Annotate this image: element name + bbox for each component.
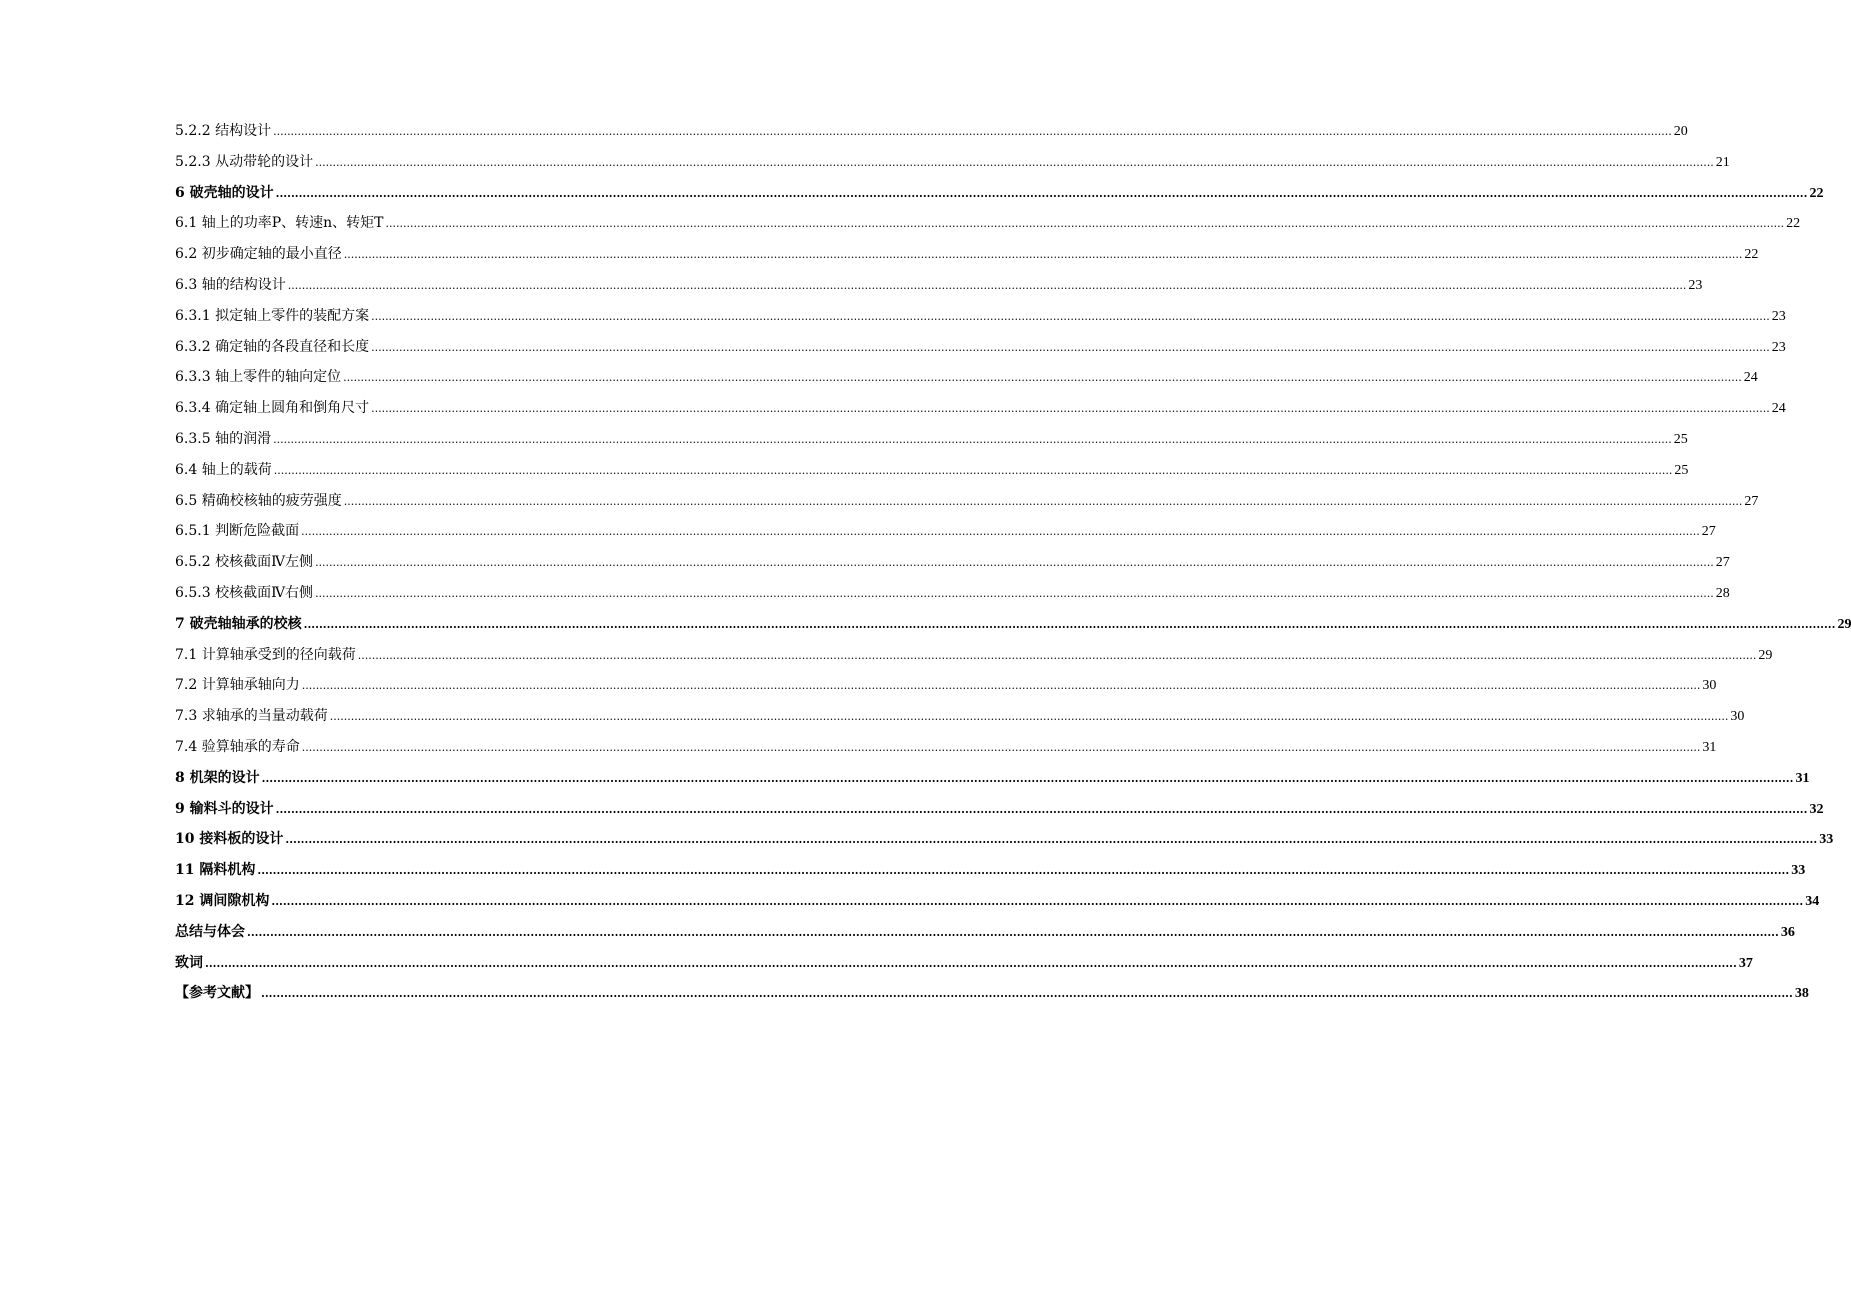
toc-entry[interactable] [175,855,1806,886]
toc-entry-page-number: 32 [1809,801,1824,817]
toc-entry[interactable] [175,670,1717,701]
dot-leader: ................................................................................................................................................................................................................................................................................................................................................................................................................ [303,617,1836,631]
table-of-contents [175,116,1851,1009]
dot-leader: ................................................................................................................................................................................................................................................................................................................................................................................................................ [371,340,1770,354]
toc-entry-page-number: 38 [1794,986,1809,1002]
toc-entry[interactable] [175,547,1730,578]
toc-entry-title: 总结与体会 [175,923,245,940]
toc-entry-page-number: 36 [1780,924,1795,940]
toc-entry-title: 6.3.4 确定轴上圆角和倒角尺寸 [175,400,370,417]
toc-entry-page-number: 29 [1837,616,1851,632]
toc-entry-page-number: 33 [1791,863,1806,879]
dot-leader: ................................................................................................................................................................................................................................................................................................................................................................................................................ [343,371,1742,385]
dot-leader: ................................................................................................................................................................................................................................................................................................................................................................................................................ [273,463,1673,477]
toc-entry-title: 6.2 初步确定轴的最小直径 [175,246,342,263]
toc-entry-page-number: 30 [1702,678,1717,694]
toc-entry-title: 【参考文献】 [175,985,259,1002]
dot-leader: ................................................................................................................................................................................................................................................................................................................................................................................................................ [273,432,1672,446]
dot-leader: ................................................................................................................................................................................................................................................................................................................................................................................................................ [315,556,1714,570]
toc-entry-page-number: 31 [1795,770,1810,786]
dot-leader: ................................................................................................................................................................................................................................................................................................................................................................................................................ [371,309,1770,323]
toc-entry[interactable] [175,301,1786,332]
toc-entry-page-number: 24 [1771,401,1786,417]
toc-entry-page-number: 27 [1701,524,1716,540]
toc-entry-title: 7.4 验算轴承的寿命 [175,738,300,755]
toc-entry-title: 6.3.2 确定轴的各段直径和长度 [175,338,370,355]
toc-entry[interactable] [175,609,1851,640]
toc-entry-title: 6.5.2 校核截面Ⅳ左侧 [175,554,314,571]
toc-entry[interactable] [175,239,1759,270]
toc-entry[interactable] [175,948,1753,979]
dot-leader: ................................................................................................................................................................................................................................................................................................................................................................................................................ [371,402,1770,416]
toc-entry-page-number: 25 [1673,431,1688,447]
toc-entry[interactable] [175,455,1689,486]
toc-entry-page-number: 27 [1744,493,1759,509]
dot-leader: ................................................................................................................................................................................................................................................................................................................................................................................................................ [287,278,1687,292]
toc-entry-title: 致词 [175,954,203,971]
toc-entry-title: 6.3.5 轴的润滑 [175,430,272,447]
dot-leader: ................................................................................................................................................................................................................................................................................................................................................................................................................ [205,956,1737,970]
toc-entry-title: 11 隔料机构 [175,862,256,879]
toc-entry[interactable] [175,640,1773,671]
dot-leader: ................................................................................................................................................................................................................................................................................................................................................................................................................ [357,648,1757,662]
toc-entry[interactable] [175,393,1786,424]
dot-leader: ................................................................................................................................................................................................................................................................................................................................................................................................................ [315,586,1714,600]
toc-entry-title: 6.1 轴上的功率P、转速n、转矩T [175,215,384,232]
toc-entry-title: 9 输料斗的设计 [175,800,274,817]
toc-entry[interactable] [175,732,1717,763]
toc-entry[interactable] [175,116,1688,147]
dot-leader: ................................................................................................................................................................................................................................................................................................................................................................................................................ [247,925,1779,939]
toc-entry-page-number: 25 [1674,462,1689,478]
toc-entry-title: 10 接料板的设计 [175,831,284,848]
dot-leader: ................................................................................................................................................................................................................................................................................................................................................................................................................ [301,740,1701,754]
dot-leader: ................................................................................................................................................................................................................................................................................................................................................................................................................ [301,679,1701,693]
toc-entry[interactable] [175,424,1688,455]
dot-leader: ................................................................................................................................................................................................................................................................................................................................................................................................................ [315,155,1714,169]
dot-leader: ................................................................................................................................................................................................................................................................................................................................................................................................................ [343,248,1743,262]
dot-leader: ................................................................................................................................................................................................................................................................................................................................................................................................................ [275,186,1808,200]
dot-leader: ................................................................................................................................................................................................................................................................................................................................................................................................................ [275,802,1808,816]
toc-entry-page-number: 23 [1688,277,1703,293]
dot-leader: ................................................................................................................................................................................................................................................................................................................................................................................................................ [385,217,1785,231]
toc-entry-title: 7.2 计算轴承轴向力 [175,677,300,694]
toc-entry[interactable] [175,886,1820,917]
toc-entry-title: 6.5.3 校核截面Ⅳ右侧 [175,584,314,601]
dot-leader: ................................................................................................................................................................................................................................................................................................................................................................................................................ [301,525,1700,539]
dot-leader: ................................................................................................................................................................................................................................................................................................................................................................................................................ [329,710,1729,724]
toc-entry-page-number: 23 [1771,339,1786,355]
toc-entry-page-number: 34 [1805,893,1820,909]
toc-entry-title: 6.5 精确校核轴的疲劳强度 [175,492,342,509]
toc-entry[interactable] [175,824,1834,855]
toc-entry-title: 6.4 轴上的载荷 [175,461,272,478]
toc-entry-page-number: 21 [1715,154,1730,170]
toc-entry-page-number: 30 [1730,709,1745,725]
toc-entry[interactable] [175,917,1795,948]
toc-entry-page-number: 22 [1809,185,1824,201]
toc-entry-page-number: 24 [1743,370,1758,386]
toc-entry-title: 6.3.3 轴上零件的轴向定位 [175,369,342,386]
toc-entry-title: 12 调间隙机构 [175,892,270,909]
dot-leader: ................................................................................................................................................................................................................................................................................................................................................................................................................ [271,894,1804,908]
toc-entry-title: 6.5.1 判断危险截面 [175,523,300,540]
toc-entry[interactable] [175,178,1824,209]
toc-entry[interactable] [175,270,1703,301]
toc-entry-title: 8 机架的设计 [175,769,260,786]
toc-entry-page-number: 20 [1673,124,1688,139]
toc-entry[interactable] [175,701,1745,732]
toc-entry-title: 7.1 计算轴承受到的径向载荷 [175,646,356,663]
toc-entry-page-number: 28 [1715,585,1730,601]
toc-entry-page-number: 23 [1771,308,1786,324]
toc-entry[interactable] [175,486,1759,517]
toc-entry-title: 6 破壳轴的设计 [175,184,274,201]
toc-entry[interactable] [175,516,1716,547]
dot-leader: ................................................................................................................................................................................................................................................................................................................................................................................................................ [273,125,1672,138]
dot-leader: ................................................................................................................................................................................................................................................................................................................................................................................................................ [257,864,1790,878]
toc-entry[interactable] [175,763,1810,794]
toc-entry-page-number: 29 [1758,647,1773,663]
toc-entry-title: 7 破壳轴轴承的校核 [175,615,302,632]
dot-leader: ................................................................................................................................................................................................................................................................................................................................................................................................................ [261,987,1793,1001]
toc-entry[interactable] [175,147,1730,178]
toc-entry-title: 7.3 求轴承的当量动载荷 [175,708,328,725]
toc-entry-page-number: 22 [1744,247,1759,263]
toc-entry[interactable] [175,578,1730,609]
toc-entry-page-number: 37 [1738,955,1753,971]
toc-entry[interactable] [175,208,1801,239]
toc-entry-page-number: 22 [1786,216,1801,232]
toc-entry-title: 5.2.2 结构设计 [175,123,272,139]
dot-leader: ................................................................................................................................................................................................................................................................................................................................................................................................................ [261,771,1794,785]
dot-leader: ................................................................................................................................................................................................................................................................................................................................................................................................................ [285,833,1818,847]
toc-entry-page-number: 27 [1715,555,1730,571]
toc-entry-page-number: 33 [1819,832,1834,848]
toc-entry[interactable] [175,794,1824,825]
toc-entry-title: 6.3 轴的结构设计 [175,276,286,293]
toc-entry[interactable] [175,332,1786,363]
toc-entry[interactable] [175,978,1809,1009]
toc-entry-title: 5.2.3 从动带轮的设计 [175,153,314,170]
dot-leader: ................................................................................................................................................................................................................................................................................................................................................................................................................ [343,494,1743,508]
toc-entry-page-number: 31 [1702,739,1717,755]
toc-entry-title: 6.3.1 拟定轴上零件的装配方案 [175,307,370,324]
toc-entry[interactable] [175,362,1758,393]
